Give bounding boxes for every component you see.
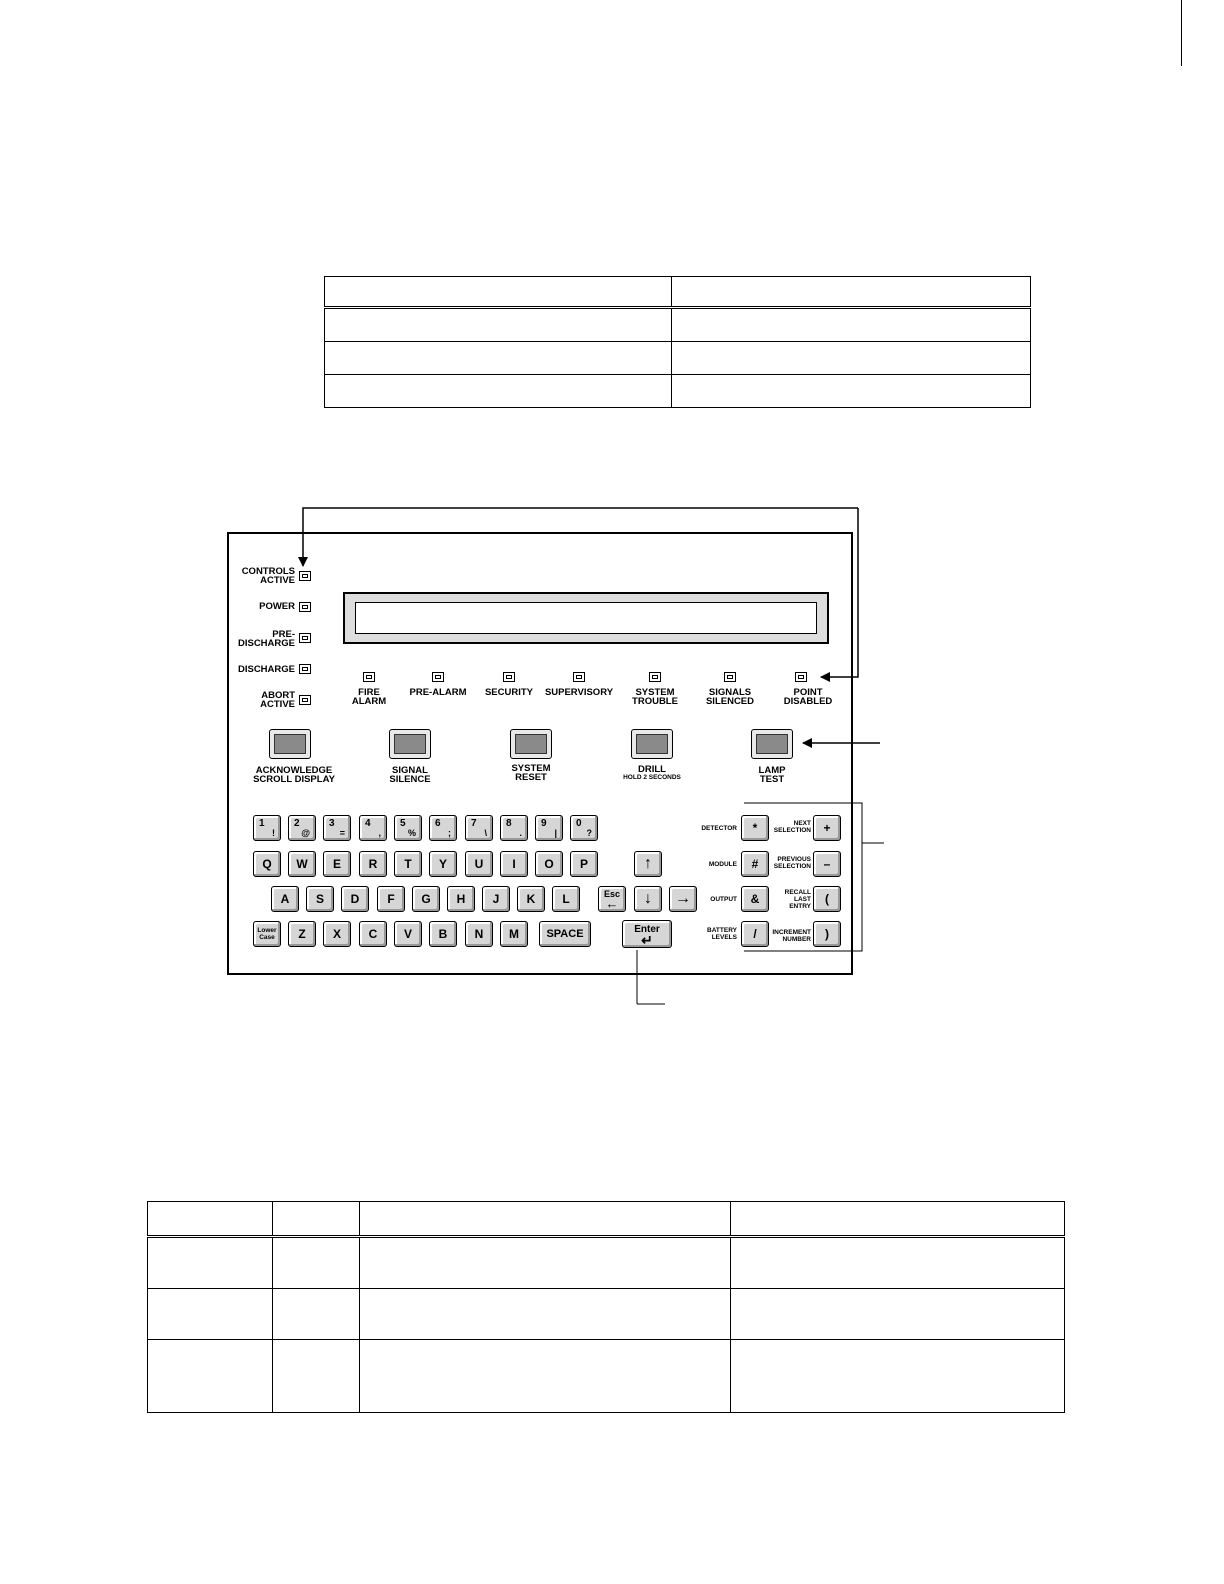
key-previous-selection[interactable]: – xyxy=(813,851,841,877)
key-detector[interactable]: * xyxy=(741,815,769,841)
key-h[interactable]: H xyxy=(447,886,475,912)
lcd-display xyxy=(343,592,829,644)
annunciator-panel xyxy=(227,532,853,975)
table-row xyxy=(148,1340,1065,1413)
drill-sub-label: HOLD 2 SECONDS xyxy=(623,774,681,781)
pre-discharge-led xyxy=(299,633,311,643)
system-trouble-led xyxy=(649,672,661,682)
key-0[interactable] xyxy=(570,815,598,841)
key-lower-case[interactable] xyxy=(253,921,281,947)
key-output[interactable]: & xyxy=(741,886,769,912)
key-main-char: 3 xyxy=(329,818,335,829)
key-5[interactable] xyxy=(394,815,422,841)
key-main-char: 6 xyxy=(435,818,441,829)
key-space[interactable]: SPACE xyxy=(539,921,591,947)
enter-arrow-icon: ↵ xyxy=(641,931,653,948)
key-sub-char: | xyxy=(554,828,557,838)
key-sub-char: ; xyxy=(448,828,451,838)
lamp-test-button[interactable] xyxy=(751,729,793,759)
point-disabled-label: POINT DISABLED xyxy=(783,687,833,707)
bottom-table xyxy=(147,1201,1065,1413)
key-v[interactable]: V xyxy=(394,921,422,947)
key-enter[interactable] xyxy=(622,920,672,948)
fire-alarm-led xyxy=(363,672,375,682)
key-battery-levels[interactable]: / xyxy=(741,921,769,947)
abort-active-led xyxy=(299,695,311,705)
power-led xyxy=(299,602,311,612)
key-module[interactable]: # xyxy=(741,851,769,877)
key-2[interactable] xyxy=(288,815,316,841)
esc-arrow-icon: ← xyxy=(605,896,619,911)
key-sub-char: @ xyxy=(301,828,310,838)
acknowledge-button[interactable] xyxy=(269,729,311,759)
key-3[interactable] xyxy=(323,815,351,841)
lamp-test-label: LAMP TEST xyxy=(758,765,786,785)
key-n[interactable]: N xyxy=(465,921,493,947)
key-arrow-right[interactable]: → xyxy=(669,886,697,912)
key-b[interactable]: B xyxy=(429,921,457,947)
signal-silence-button[interactable] xyxy=(389,729,431,759)
fire-alarm-label: FIRE ALARM xyxy=(351,687,387,707)
power-label: POWER xyxy=(259,601,295,612)
key-z[interactable]: Z xyxy=(288,921,316,947)
key-t[interactable]: T xyxy=(394,851,422,877)
key-f[interactable]: F xyxy=(377,886,405,912)
detector-label: DETECTOR xyxy=(701,825,737,832)
key-sub-char: ? xyxy=(586,828,592,838)
key-sub-char: . xyxy=(519,828,522,838)
key-x[interactable]: X xyxy=(323,921,351,947)
key-7[interactable] xyxy=(465,815,493,841)
key-e[interactable]: E xyxy=(323,851,351,877)
controls-active-led xyxy=(299,571,311,581)
key-sub-char: , xyxy=(378,828,381,838)
increment-number-label: INCREMENT NUMBER xyxy=(772,929,811,943)
abort-active-label: ABORT ACTIVE xyxy=(260,690,295,710)
key-main-char: 7 xyxy=(471,818,477,829)
key-main-char: 8 xyxy=(506,818,512,829)
signal-silence-label: SIGNAL SILENCE xyxy=(389,765,431,785)
key-k[interactable]: K xyxy=(517,886,545,912)
key-sub-char: ! xyxy=(272,828,275,838)
table-row xyxy=(148,1289,1065,1340)
discharge-label: DISCHARGE xyxy=(237,664,295,675)
recall-last-entry-label: RECALL LAST ENTRY xyxy=(784,889,811,910)
key-s[interactable]: S xyxy=(306,886,334,912)
key-esc[interactable] xyxy=(598,886,626,912)
point-disabled-led xyxy=(795,672,807,682)
key-m[interactable]: M xyxy=(500,921,528,947)
previous-selection-label: PREVIOUS SELECTION xyxy=(773,856,811,870)
supervisory-label: SUPERVISORY xyxy=(544,687,614,698)
table-row xyxy=(148,1237,1065,1289)
acknowledge-label: ACKNOWLEDGE SCROLL DISPLAY xyxy=(253,765,335,785)
esc-text: Esc xyxy=(603,889,620,899)
key-main-char: 9 xyxy=(541,818,547,829)
key-9[interactable] xyxy=(535,815,563,841)
drill-label: DRILL xyxy=(638,764,666,775)
discharge-led xyxy=(299,664,311,674)
key-next-selection[interactable]: + xyxy=(813,815,841,841)
drill-button[interactable] xyxy=(631,729,673,759)
system-reset-button[interactable] xyxy=(510,729,552,759)
supervisory-led xyxy=(573,672,585,682)
key-recall-last-entry[interactable]: ( xyxy=(813,886,841,912)
pre-discharge-label: PRE- DISCHARGE xyxy=(237,629,295,649)
key-c[interactable]: C xyxy=(359,921,387,947)
key-o[interactable]: O xyxy=(535,851,563,877)
key-l[interactable]: L xyxy=(552,886,580,912)
table-header-row xyxy=(148,1202,1065,1237)
key-w[interactable]: W xyxy=(288,851,316,877)
key-sub-char: = xyxy=(339,828,345,838)
key-6[interactable] xyxy=(429,815,457,841)
key-a[interactable]: A xyxy=(271,886,299,912)
key-4[interactable] xyxy=(359,815,387,841)
system-reset-label: SYSTEM RESET xyxy=(511,763,551,783)
key-y[interactable]: Y xyxy=(429,851,457,877)
key-main-char: 0 xyxy=(576,818,582,829)
lower-case-text: Lower Case xyxy=(257,927,277,941)
module-label: MODULE xyxy=(708,861,737,868)
key-1[interactable] xyxy=(253,815,281,841)
enter-text: Enter xyxy=(634,923,660,935)
key-main-char: 5 xyxy=(400,818,406,829)
lcd-screen xyxy=(355,602,817,634)
key-j[interactable]: J xyxy=(482,886,510,912)
key-main-char: 2 xyxy=(294,818,300,829)
security-led xyxy=(503,672,515,682)
key-g[interactable]: G xyxy=(412,886,440,912)
key-sub-char: % xyxy=(407,828,416,838)
controls-active-label: CONTROLS ACTIVE xyxy=(241,566,295,586)
key-r[interactable]: R xyxy=(359,851,387,877)
key-main-char: 4 xyxy=(365,818,371,829)
key-i[interactable]: I xyxy=(500,851,528,877)
key-arrow-down[interactable]: ↓ xyxy=(634,886,662,912)
key-q[interactable]: Q xyxy=(253,851,281,877)
battery-levels-label: BATTERY LEVELS xyxy=(707,927,737,941)
next-selection-label: NEXT SELECTION xyxy=(773,820,811,834)
key-main-char: 1 xyxy=(259,818,265,829)
key-8[interactable] xyxy=(500,815,528,841)
output-label: OUTPUT xyxy=(710,896,737,903)
key-u[interactable]: U xyxy=(465,851,493,877)
key-increment-number[interactable]: ) xyxy=(813,921,841,947)
pre-alarm-label: PRE-ALARM xyxy=(409,687,467,698)
key-p[interactable]: P xyxy=(570,851,598,877)
signals-silenced-led xyxy=(724,672,736,682)
key-arrow-up[interactable]: ↑ xyxy=(634,851,662,877)
key-d[interactable]: D xyxy=(341,886,369,912)
security-label: SECURITY xyxy=(484,687,534,698)
system-trouble-label: SYSTEM TROUBLE xyxy=(632,687,678,707)
key-sub-char: \ xyxy=(484,828,487,838)
signals-silenced-label: SIGNALS SILENCED xyxy=(705,687,755,707)
pre-alarm-led xyxy=(432,672,444,682)
